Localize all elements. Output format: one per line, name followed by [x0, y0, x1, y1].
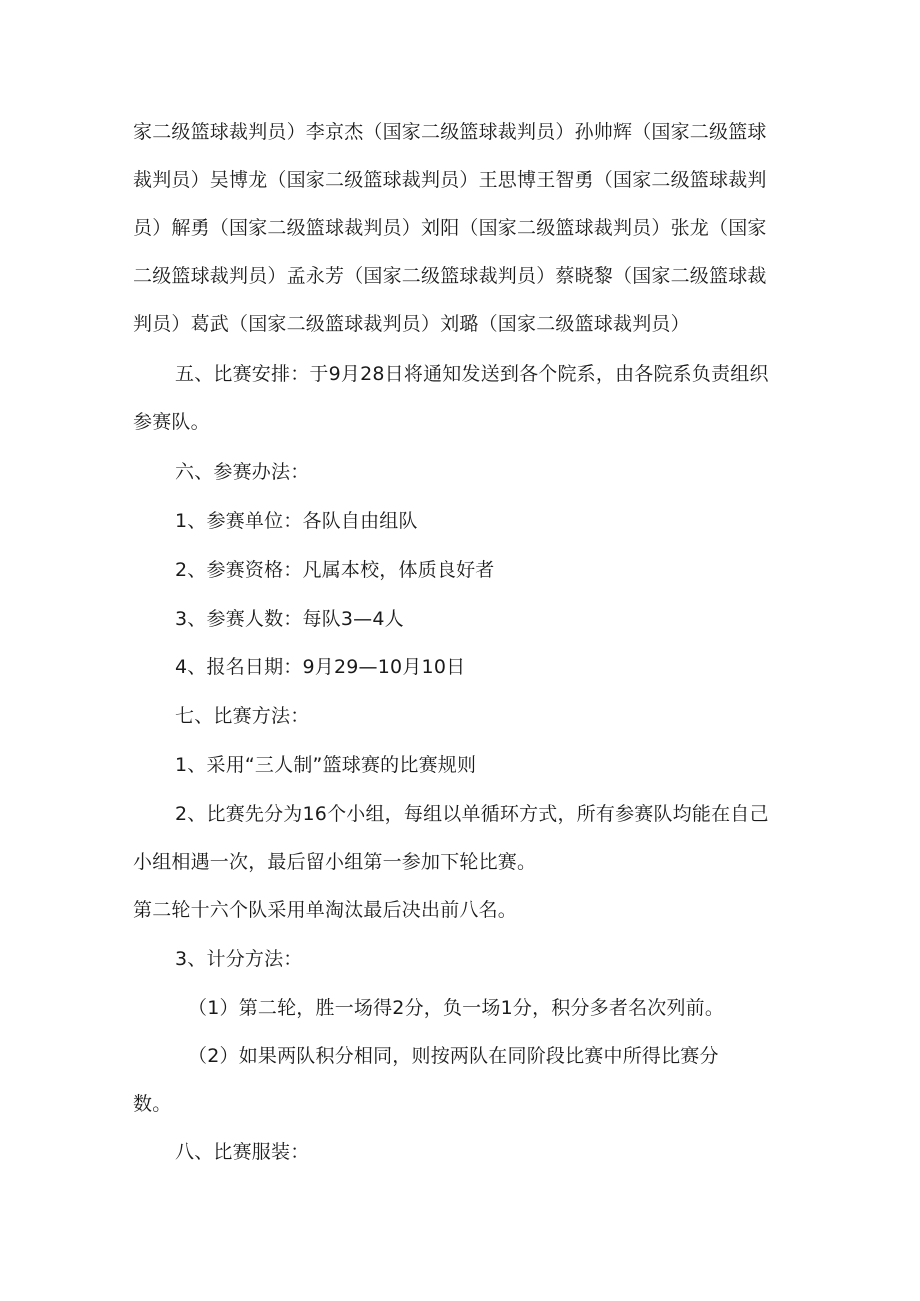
section7-item-3: 3、计分方法： [175, 948, 303, 970]
section7-item-2 [133, 790, 793, 886]
referees-line-3: 员）解勇（国家二级篮球裁判员）刘阳（国家二级篮球裁判员）张龙（国家 [133, 217, 767, 239]
section5-line-2: 参赛队。 [133, 411, 210, 433]
section7-heading: 七、比赛方法： [175, 705, 310, 727]
referees-line-2: 裁判员）吴博龙（国家二级篮球裁判员）王思博王智勇（国家二级篮球裁判 [133, 169, 767, 191]
referees-line-4: 二级篮球裁判员）孟永芳（国家二级篮球裁判员）蔡晓黎（国家二级篮球裁 [133, 265, 767, 287]
section7-sub-2-line-1: （2）如果两队积分相同，则按两队在同阶段比赛中所得比赛分 [188, 1045, 719, 1067]
section6-item-2: 2、参赛资格：凡属本校，体质良好者 [175, 559, 495, 581]
section6-heading: 六、参赛办法： [175, 461, 310, 483]
referees-line-5: 判员）葛武（国家二级篮球裁判员）刘璐（国家二级篮球裁判员） [133, 313, 690, 335]
section8-heading: 八、比赛服装： [175, 1141, 310, 1163]
section7-item-1: 1、采用“三人制”篮球赛的比赛规则 [175, 754, 477, 776]
referees-line-1: 家二级篮球裁判员）李京杰（国家二级篮球裁判员）孙帅辉（国家二级篮球 [133, 121, 767, 143]
referees-paragraph [133, 108, 793, 348]
section7-sub-2-line-2: 数。 [133, 1093, 172, 1115]
section7-sub-1: （1）第二轮，胜一场得2分，负一场1分，积分多者名次列前。 [188, 997, 725, 1019]
section6-item-1: 1、参赛单位：各队自由组队 [175, 510, 418, 532]
section6-item-4: 4、报名日期：9月29—10月10日 [175, 656, 466, 678]
section5-line-1: 五、比赛安排：于9月28日将通知发送到各个院系，由各院系负责组织 [175, 363, 769, 385]
section7-sub-2 [133, 1032, 793, 1128]
section7-round2: 第二轮十六个队采用单淘汰最后决出前八名。 [133, 899, 518, 921]
section6-item-3: 3、参赛人数：每队3—4人 [175, 608, 404, 630]
section7-item-2-line-1: 2、比赛先分为16个小组，每组以单循环方式，所有参赛队均能在自己 [175, 803, 769, 825]
section7-item-2-line-2: 小组相遇一次，最后留小组第一参加下轮比赛。 [133, 851, 537, 873]
section5-paragraph [133, 350, 793, 446]
